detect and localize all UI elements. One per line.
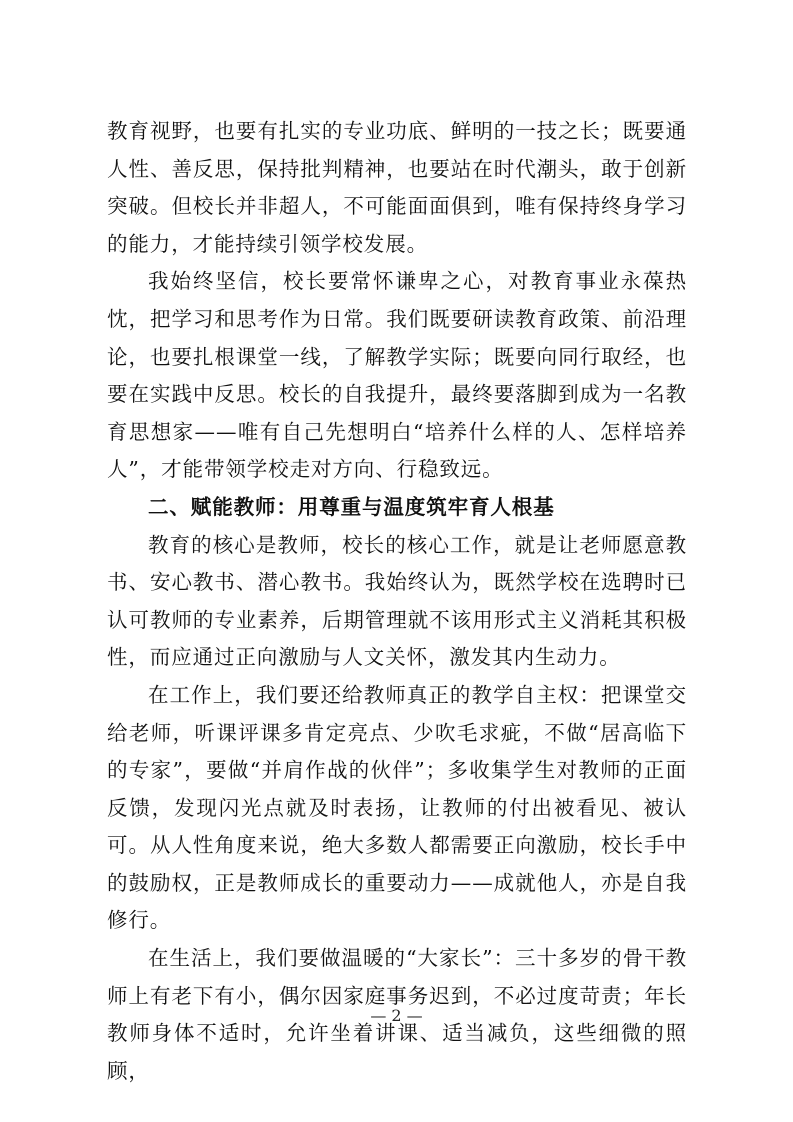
paragraph-principal-learning: 我始终坚信，校长要常怀谦卑之心，对教育事业永葆热忱，把学习和思考作为日常。我们既要研读教育政策、前沿理论，也要扎根课堂一线，了解教学实际；既要向同行取经，也要在实践中反思。校长的自我提升，最终要落脚到成为一名教育思想家——唯有自己先想明白“培养什么样的人、怎样培养人”，才能带领学校走对方向、行稳致远。	[107, 269, 687, 482]
paragraph-continued: 教育视野，也要有扎实的专业功底、鲜明的一技之长；既要通人性、善反思，保持批判精神，也要站在时代潮头，敢于创新突破。但校长并非超人，不可能面面俱到，唯有保持终身学习的能力，才能持续引领学校发展。	[107, 119, 687, 256]
section-heading-empower-teachers: 二、赋能教师：用尊重与温度筑牢育人根基	[148, 494, 555, 519]
paragraph-life-care: 在生活上，我们要做温暖的“大家长”：三十多岁的骨干教师上有老下有小，偶尔因家庭事务迟到，不必过度苛责；年长教师身体不适时，允许坐着讲课、适当减负，这些细微的照顾，	[107, 946, 687, 1083]
paragraph-work-autonomy: 在工作上，我们要还给教师真正的教学自主权：把课堂交给老师，听课评课多肯定亮点、少吹毛求疵，不做“居高临下的专家”，要做“并肩作战的伙伴”；多收集学生对教师的正面反馈，发现闪光点就及时表扬，让教师的付出被看见、被认可。从人性角度来说，绝大多数人都需要正向激励，校长手中的鼓励权，正是教师成长的重要动力——成就他人，亦是自我修行。	[107, 682, 687, 933]
document-body	[107, 113, 687, 1090]
paragraph-teacher-core: 教育的核心是教师，校长的核心工作，就是让老师愿意教书、安心教书、潜心教书。我始终认为，既然学校在选聘时已认可教师的专业素养，后期管理就不该用形式主义消耗其积极性，而应通过正向激励与人文关怀，激发其内生动力。	[107, 532, 687, 670]
page-number: — 2 —	[370, 1006, 423, 1025]
